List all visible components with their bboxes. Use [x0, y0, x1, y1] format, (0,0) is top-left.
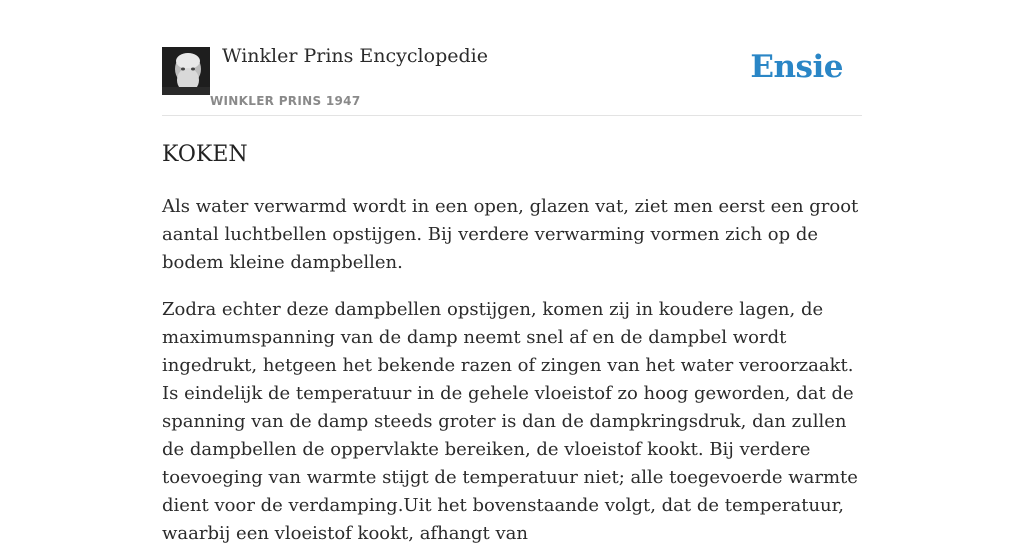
portrait-image: [162, 47, 210, 95]
source-header: [162, 0, 862, 116]
author-avatar[interactable]: [162, 47, 210, 95]
source-subtitle: WINKLER PRINS 1947: [210, 94, 361, 108]
article-title: KOKEN: [162, 142, 248, 167]
source-title-link[interactable]: Winkler Prins Encyclopedie: [222, 45, 488, 67]
content-container: [162, 0, 862, 548]
article-paragraph-2: Zodra echter deze dampbellen opstijgen, komen zij in koudere lagen, de maximumspanning van de damp neemt snel af en de dampbel wordt ingedrukt, hetgeen het bekende razen of zingen van het water veroorzaakt. Is eindelijk de temperatuur in de gehele vloeistof zo hoog geworden, dat de spanning van de damp steeds groter is dan de dampkringsdruk, dan zullen de dampbellen de oppervlakte bereiken, de vloeistof kookt. Bij verdere toevoeging van warmte stijgt de temperatuur niet; alle toegevoerde warmte dient voor de verdamping.Uit het bovenstaande volgt, dat de temperatuur, waarbij een vloeistof kookt, afhangt van: [162, 299, 858, 544]
brand-logo[interactable]: Ensie: [750, 49, 843, 85]
article-paragraph-1: Als water verwarmd wordt in een open, glazen vat, ziet men eerst een groot aantal luchtbellen opstijgen. Bij verdere verwarming vormen zich op de bodem kleine dampbellen.: [162, 196, 859, 273]
